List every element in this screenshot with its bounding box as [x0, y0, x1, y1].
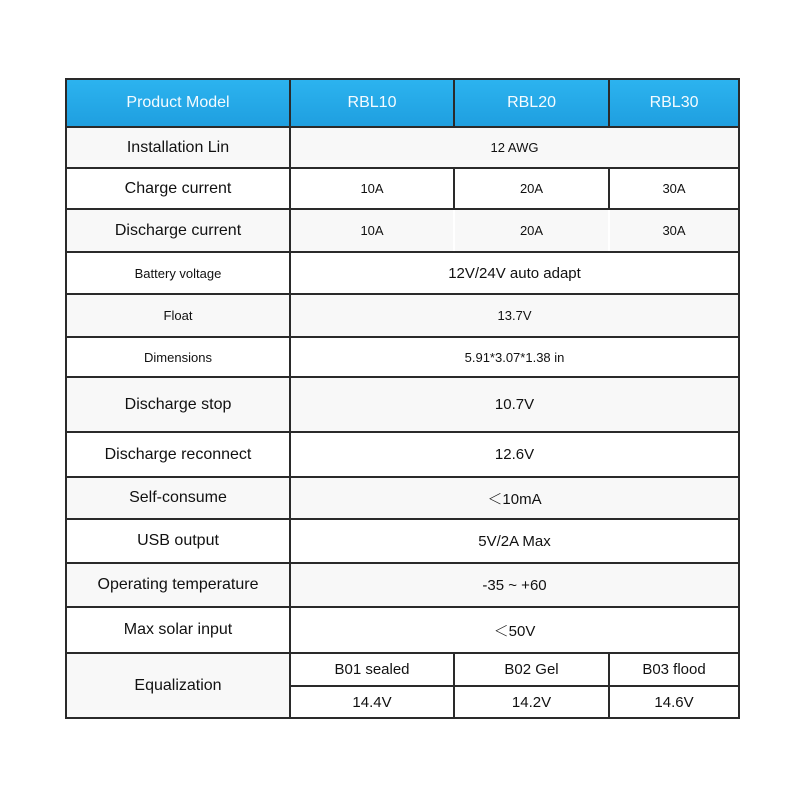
row-installation-line	[66, 127, 739, 168]
row-label: Dimensions	[66, 337, 290, 377]
row-value: 12V/24V auto adapt	[290, 252, 739, 294]
header-product-model: Product Model	[66, 79, 290, 127]
equalization-type-b03: B03 flood	[609, 653, 739, 686]
value-rbl20: 20A	[454, 168, 609, 209]
header-model-rbl20: RBL20	[454, 79, 609, 127]
row-label: Installation Lin	[66, 127, 290, 168]
equalization-voltage-b01: 14.4V	[290, 686, 454, 718]
row-discharge-current	[66, 209, 739, 252]
row-label: Discharge reconnect	[66, 432, 290, 477]
row-label: Charge current	[66, 168, 290, 209]
row-discharge-reconnect	[66, 432, 739, 477]
row-float	[66, 294, 739, 337]
row-label: Operating temperature	[66, 563, 290, 607]
value-rbl20: 20A	[454, 209, 609, 252]
equalization-type-b02: B02 Gel	[454, 653, 609, 686]
row-dimensions	[66, 337, 739, 377]
row-value: 12.6V	[290, 432, 739, 477]
equalization-type-b01: B01 sealed	[290, 653, 454, 686]
header-model-rbl30: RBL30	[609, 79, 739, 127]
row-label: Discharge current	[66, 209, 290, 252]
row-operating-temperature	[66, 563, 739, 607]
row-charge-current	[66, 168, 739, 209]
row-value: 12 AWG	[290, 127, 739, 168]
header-row	[66, 79, 739, 127]
row-self-consume	[66, 477, 739, 519]
equalization-voltage-b03: 14.6V	[609, 686, 739, 718]
value-rbl30: 30A	[609, 168, 739, 209]
row-max-solar-input	[66, 607, 739, 653]
row-label-equalization: Equalization	[66, 653, 290, 718]
row-equalization-types	[66, 653, 739, 686]
row-value: 5V/2A Max	[290, 519, 739, 563]
row-value: 10.7V	[290, 377, 739, 432]
row-label: Max solar input	[66, 607, 290, 653]
value-rbl10: 10A	[290, 209, 454, 252]
value-rbl30: 30A	[609, 209, 739, 252]
row-label: Battery voltage	[66, 252, 290, 294]
header-model-rbl10: RBL10	[290, 79, 454, 127]
row-value: -35 ~ +60	[290, 563, 739, 607]
spec-table	[65, 78, 740, 719]
row-value: 5.91*3.07*1.38 in	[290, 337, 739, 377]
row-usb-output	[66, 519, 739, 563]
row-value: ＜50V	[290, 607, 739, 653]
row-value: ＜10mA	[290, 477, 739, 519]
row-label: Float	[66, 294, 290, 337]
row-label: Discharge stop	[66, 377, 290, 432]
row-battery-voltage	[66, 252, 739, 294]
row-discharge-stop	[66, 377, 739, 432]
equalization-voltage-b02: 14.2V	[454, 686, 609, 718]
row-label: Self-consume	[66, 477, 290, 519]
row-value: 13.7V	[290, 294, 739, 337]
value-rbl10: 10A	[290, 168, 454, 209]
row-label: USB output	[66, 519, 290, 563]
